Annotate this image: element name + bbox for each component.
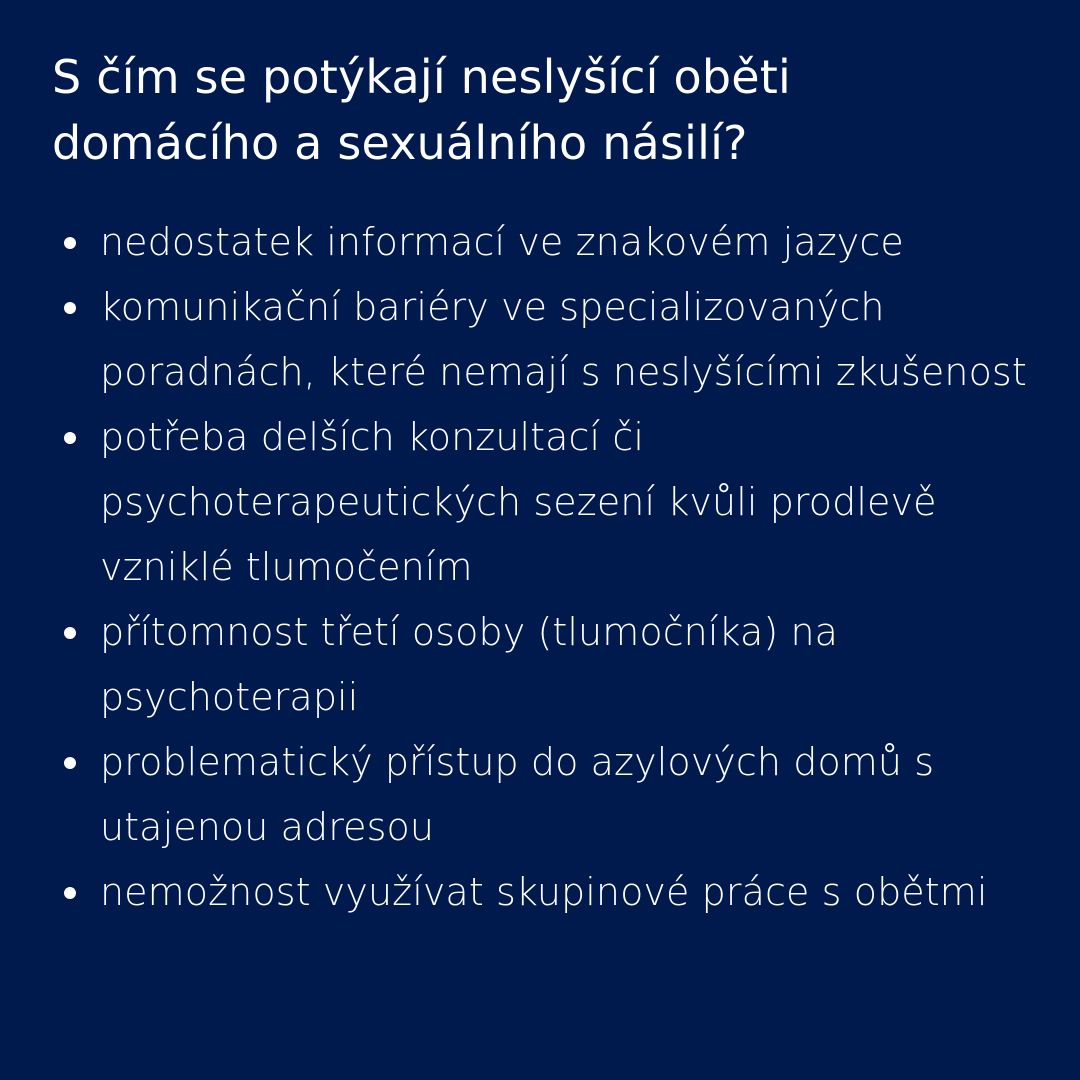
list-item (60, 210, 1035, 275)
list-item (60, 405, 1035, 600)
bullet-icon (64, 302, 76, 314)
list-item-text: nedostatek informací ve znakovém jazyce (100, 220, 904, 264)
list-item-text: nemožnost využívat skupinové práce s obětmi (100, 870, 988, 914)
bullet-icon (64, 757, 76, 769)
list-item-text: komunikační bariéry ve specializovaných poradnách, které nemají s neslyšícími zkušenost (100, 285, 1027, 394)
list-item-text: potřeba delších konzultací či psychoterapeutických sezení kvůli prodlevě vzniklé tlumočením (100, 415, 937, 589)
bullet-icon (64, 627, 76, 639)
bullet-icon (64, 887, 76, 899)
list-item (60, 275, 1035, 405)
bullet-icon (64, 237, 76, 249)
list-item-text: problematický přístup do azylových domů s utajenou adresou (100, 740, 935, 849)
list-item-text: přítomnost třetí osoby (tlumočníka) na psychoterapii (100, 610, 839, 719)
list-item (60, 860, 1035, 925)
list-item (60, 600, 1035, 730)
bullet-list (60, 210, 1035, 925)
bullet-icon (64, 432, 76, 444)
list-item (60, 730, 1035, 860)
page-title: S čím se potýkají neslyšící oběti domácího a sexuálního násilí? (52, 50, 791, 170)
